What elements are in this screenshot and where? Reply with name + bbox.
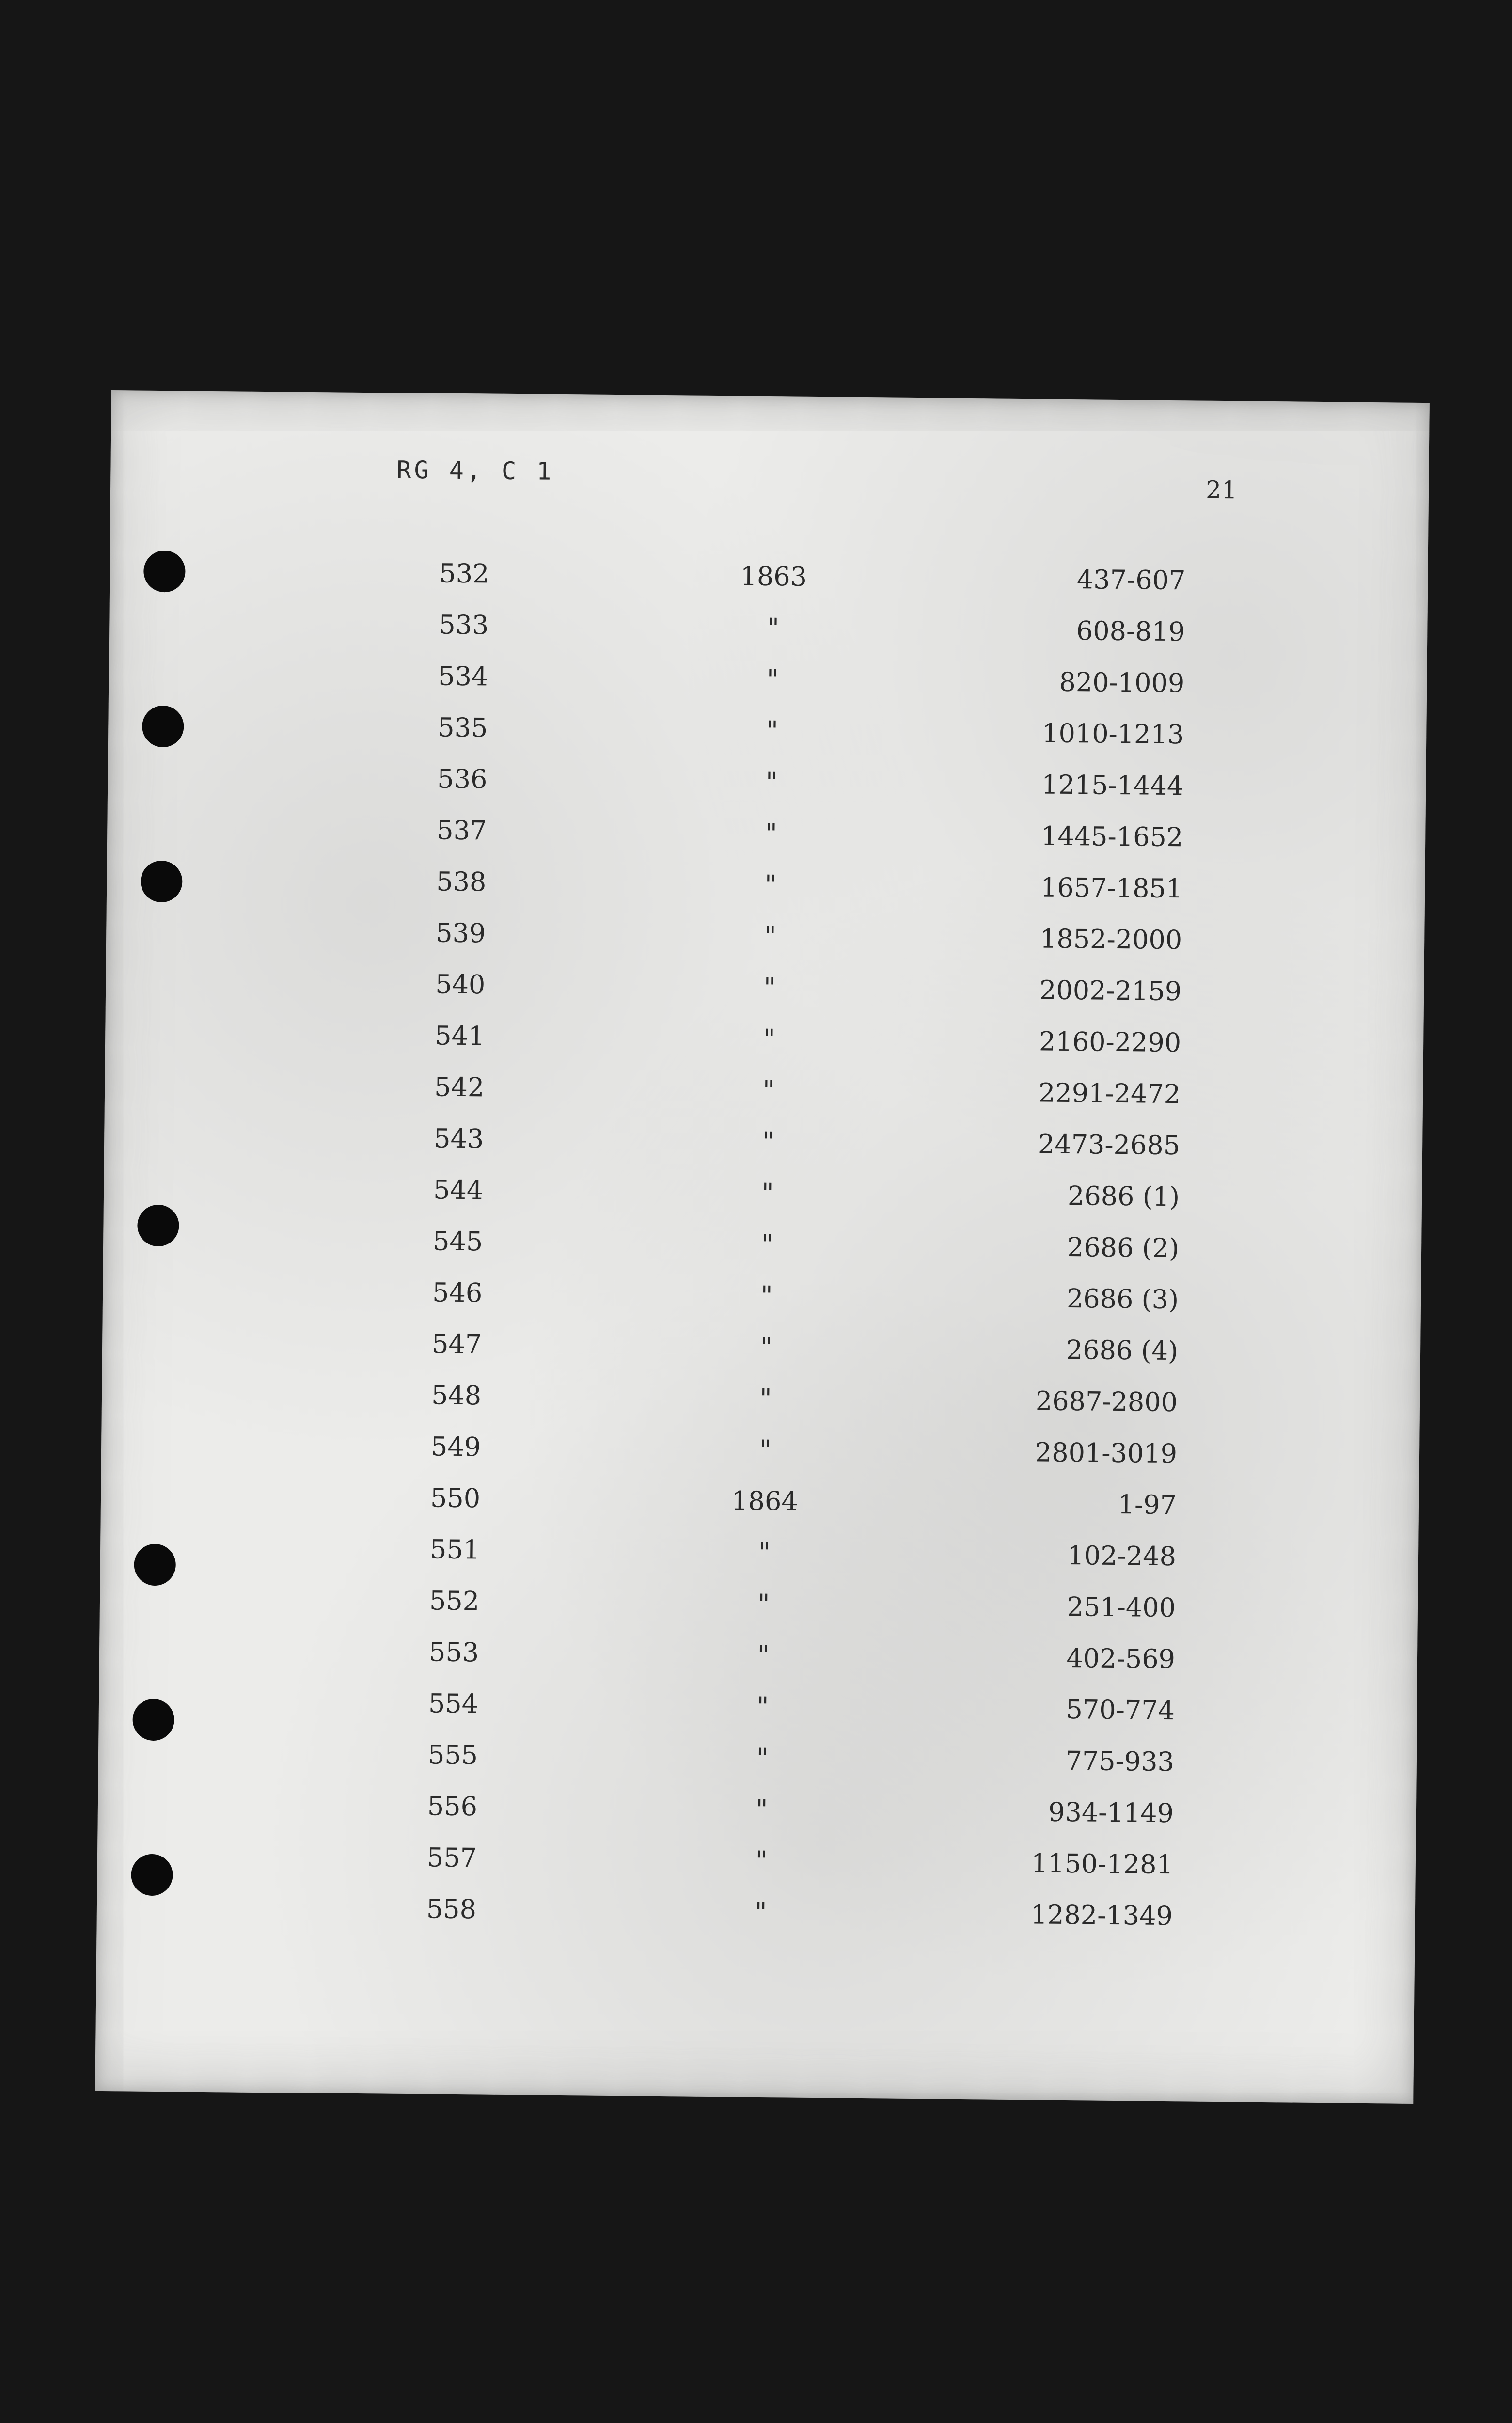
page-range: 2686 (4) (1066, 1335, 1179, 1367)
page-range: 2687-2800 (1035, 1385, 1178, 1418)
year-cell: " (762, 1074, 775, 1106)
year-cell: " (764, 869, 777, 900)
volume-number: 538 (436, 866, 487, 897)
volume-number: 532 (439, 558, 489, 589)
page-range: 2801-3019 (1035, 1437, 1178, 1469)
page-number: 21 (1205, 475, 1238, 504)
page-range: 1150-1281 (1031, 1848, 1174, 1880)
page-range: 1010-1213 (1041, 718, 1184, 750)
volume-number: 551 (429, 1534, 480, 1565)
volume-number: 547 (431, 1328, 482, 1360)
year-cell: " (760, 1331, 772, 1363)
volume-number: 534 (438, 661, 488, 692)
year-cell: " (764, 920, 776, 952)
page-range: 2473-2685 (1038, 1129, 1181, 1161)
volume-number: 545 (432, 1226, 483, 1257)
volume-number: 546 (432, 1277, 483, 1308)
year-cell: " (763, 1023, 775, 1054)
page-range: 2686 (2) (1067, 1232, 1180, 1264)
volume-number: 553 (428, 1636, 479, 1668)
page-range: 2686 (1) (1067, 1180, 1180, 1212)
page-range: 437-607 (1076, 564, 1186, 596)
volume-number: 537 (437, 815, 487, 846)
index-table (96, 555, 1428, 1954)
volume-number: 558 (426, 1893, 477, 1925)
page-range: 2686 (3) (1066, 1283, 1179, 1315)
year-cell: " (766, 664, 779, 695)
year-cell: " (762, 1126, 774, 1157)
year-cell: " (765, 818, 778, 849)
page-range: 1852-2000 (1040, 923, 1182, 956)
year-cell: " (757, 1588, 770, 1620)
page-range: 251-400 (1067, 1591, 1176, 1623)
page-range: 820-1009 (1059, 666, 1185, 699)
page-range: 775-933 (1065, 1746, 1175, 1778)
volume-number: 544 (433, 1174, 484, 1206)
year-cell: " (756, 1742, 769, 1774)
page-range: 402-569 (1066, 1643, 1176, 1675)
page-range: 608-819 (1076, 615, 1185, 647)
volume-number: 540 (435, 969, 486, 1000)
year-cell: " (756, 1794, 768, 1825)
page-range: 102-248 (1067, 1540, 1177, 1572)
year-cell: " (759, 1434, 772, 1465)
volume-number: 535 (438, 712, 488, 743)
page-range: 1445-1652 (1040, 820, 1183, 853)
volume-number: 554 (428, 1688, 479, 1719)
volume-number: 552 (429, 1585, 480, 1617)
volume-number: 539 (435, 917, 486, 949)
volume-number: 556 (427, 1791, 478, 1822)
year-cell: " (759, 1383, 772, 1414)
volume-number: 557 (426, 1842, 477, 1873)
year-cell: 1863 (740, 561, 807, 592)
page-range: 934-1149 (1048, 1796, 1174, 1829)
volume-number: 548 (431, 1380, 482, 1411)
volume-number: 550 (430, 1482, 481, 1514)
volume-number: 555 (427, 1739, 478, 1771)
page-range: 1657-1851 (1040, 872, 1183, 904)
page-range: 1282-1349 (1030, 1899, 1173, 1932)
reference-code: RG 4, C 1 (396, 456, 554, 486)
year-cell: " (758, 1537, 771, 1568)
year-cell: " (766, 715, 779, 746)
volume-number: 541 (434, 1020, 485, 1052)
volume-number: 549 (430, 1431, 481, 1463)
year-cell: " (763, 972, 776, 1003)
page-range: 2160-2290 (1039, 1026, 1181, 1058)
page-range: 1215-1444 (1041, 769, 1184, 802)
year-cell: " (767, 613, 780, 644)
page-range: 570-774 (1066, 1694, 1175, 1726)
page-range: 1-97 (1118, 1489, 1177, 1521)
year-cell: " (765, 766, 778, 798)
year-cell: " (755, 1845, 768, 1876)
year-cell: " (757, 1639, 770, 1671)
year-cell: " (760, 1280, 773, 1311)
year-cell: " (756, 1691, 769, 1722)
year-cell: " (761, 1228, 773, 1260)
document-page (95, 390, 1430, 2104)
year-cell: " (761, 1177, 774, 1209)
volume-number: 536 (437, 763, 488, 795)
page-range: 2002-2159 (1039, 975, 1182, 1007)
volume-number: 533 (439, 609, 489, 641)
page-range: 2291-2472 (1038, 1077, 1181, 1110)
volume-number: 542 (434, 1071, 485, 1103)
year-cell: 1864 (731, 1485, 799, 1517)
volume-number: 543 (433, 1123, 484, 1154)
year-cell: " (755, 1896, 767, 1928)
